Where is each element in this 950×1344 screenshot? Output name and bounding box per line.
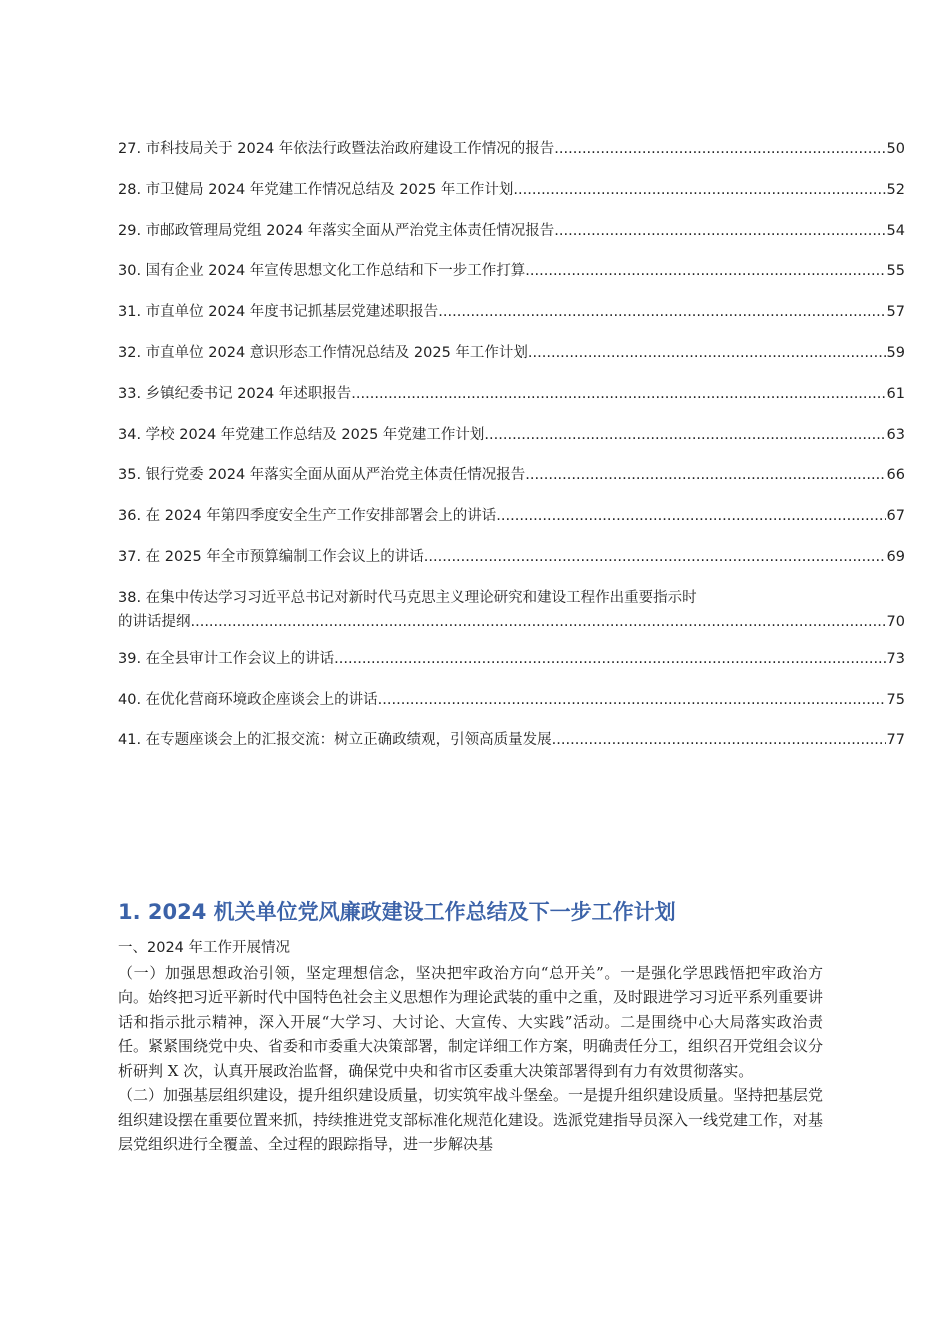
toc-entry-page: 73 [886, 650, 905, 667]
body-paragraph: （二）加强基层组织建设，提升组织建设质量，切实筑牢战斗堡垒。一是提升组织建设质量。坚持把基层党组织建设摆在重要位置来抓，持续推进党支部标准化规范化建设。选派党建指导员深入一线党建工作，对基层党组织进行全覆盖、全过程的跟踪指导，进一步解决基 [118, 1086, 824, 1153]
toc-entry[interactable] [118, 546, 905, 568]
toc-entry[interactable] [118, 689, 905, 711]
body-paragraph: （一）加强思想政治引领，坚定理想信念，坚决把牢政治方向“总开关”。一是强化学思践悟把牢政治方向。始终把习近平新时代中国特色社会主义思想作为理论武装的重中之重，及时跟进学习习近平系列重要讲话和指示批示精神，深入开展“大学习、大讨论、大宣传、大实践”活动。二是围绕中心大局落实政治责任。紧紧围绕党中央、省委和市委重大决策部署，制定详细工作方案，明确责任分工，组织召开党组会议分析研判 X 次，认真开展政治监督，确保党中央和省市区委重大决策部署得到有力有效贯彻落实。 [118, 963, 824, 1080]
toc-entry-title: 35. 银行党委 2024 年落实全面从面从严治党主体责任情况报告 [118, 467, 526, 484]
toc-entry-page: 55 [886, 263, 905, 280]
toc-leader-dots [552, 729, 886, 751]
toc-entry[interactable] [118, 424, 905, 446]
toc-leader-dots [378, 689, 886, 711]
toc-entry-page: 66 [886, 467, 905, 484]
toc-leader-dots [424, 546, 886, 568]
toc-entry-title: 39. 在全县审计工作会议上的讲话 [118, 650, 335, 667]
toc-entry-title: 38. 在集中传达学习习近平总书记对新时代马克思主义理论研究和建设工程作出重要指示时 [118, 589, 697, 606]
toc-entry[interactable] [118, 179, 905, 201]
toc-entry-title: 30. 国有企业 2024 年宣传思想文化工作总结和下一步工作打算 [118, 263, 526, 280]
toc-entry-title: 28. 市卫健局 2024 年党建工作情况总结及 2025 年工作计划 [118, 181, 514, 198]
toc-entry[interactable] [118, 505, 905, 527]
toc-leader-dots [525, 260, 885, 282]
toc-entry[interactable] [118, 138, 905, 160]
toc-entry-page: 70 [886, 613, 905, 630]
toc-entry-page: 67 [886, 508, 905, 525]
toc-entry[interactable] [118, 729, 905, 751]
toc-entry-title: 34. 学校 2024 年党建工作总结及 2025 年党建工作计划 [118, 426, 485, 443]
toc-leader-dots [191, 611, 886, 633]
toc-entry-page: 75 [886, 691, 905, 708]
toc-entry-title-continued: 的讲话提纲 [118, 613, 191, 630]
toc-leader-dots [525, 464, 885, 486]
toc-leader-dots [438, 301, 885, 323]
toc-entry[interactable] [118, 464, 905, 486]
table-of-contents [118, 138, 905, 770]
toc-entry[interactable] [118, 342, 905, 364]
toc-leader-dots [484, 424, 885, 446]
toc-entry-page: 52 [886, 181, 905, 198]
toc-entry-page: 61 [886, 385, 905, 402]
toc-entry-page: 59 [886, 344, 905, 361]
toc-entry-title: 36. 在 2024 年第四季度安全生产工作安排部署会上的讲话 [118, 508, 497, 525]
toc-entry-page: 50 [886, 141, 905, 157]
toc-entry-page: 69 [886, 548, 905, 565]
toc-leader-dots [528, 342, 886, 364]
toc-entry-title: 27. 市科技局关于 2024 年依法行政暨法治政府建设工作情况的报告 [118, 141, 555, 157]
toc-entry[interactable] [118, 648, 905, 670]
toc-entry[interactable] [118, 260, 905, 282]
toc-entry-page: 63 [886, 426, 905, 443]
toc-leader-dots [554, 138, 885, 160]
toc-entry-title: 41. 在专题座谈会上的汇报交流：树立正确政绩观，引领高质量发展 [118, 732, 552, 749]
toc-entry-title: 29. 市邮政管理局党组 2024 年落实全面从严治党主体责任情况报告 [118, 222, 555, 239]
toc-leader-dots [496, 505, 885, 527]
toc-entry-title: 40. 在优化营商环境政企座谈会上的讲话 [118, 691, 378, 708]
toc-leader-dots [334, 648, 885, 670]
toc-entry-page: 54 [886, 222, 905, 239]
toc-entry-page: 57 [886, 304, 905, 321]
toc-entry[interactable] [118, 383, 905, 405]
toc-entry[interactable] [118, 301, 905, 323]
section-subheading: 一、2024 年工作开展情况 [118, 940, 291, 956]
section-heading: 1. 2024 机关单位党风廉政建设工作总结及下一步工作计划 [118, 900, 676, 924]
section-body [118, 936, 823, 1157]
toc-leader-dots [351, 383, 885, 405]
toc-entry[interactable] [118, 587, 905, 633]
toc-entry-title: 33. 乡镇纪委书记 2024 年述职报告 [118, 385, 352, 402]
toc-entry-title: 37. 在 2025 年全市预算编制工作会议上的讲话 [118, 548, 424, 565]
toc-entry-page: 77 [886, 732, 905, 749]
toc-entry-title: 32. 市直单位 2024 意识形态工作情况总结及 2025 年工作计划 [118, 344, 528, 361]
toc-entry-title: 31. 市直单位 2024 年度书记抓基层党建述职报告 [118, 304, 439, 321]
toc-leader-dots [513, 179, 885, 201]
toc-entry-continuation [118, 611, 905, 633]
toc-leader-dots [554, 220, 885, 242]
toc-entry[interactable] [118, 220, 905, 242]
